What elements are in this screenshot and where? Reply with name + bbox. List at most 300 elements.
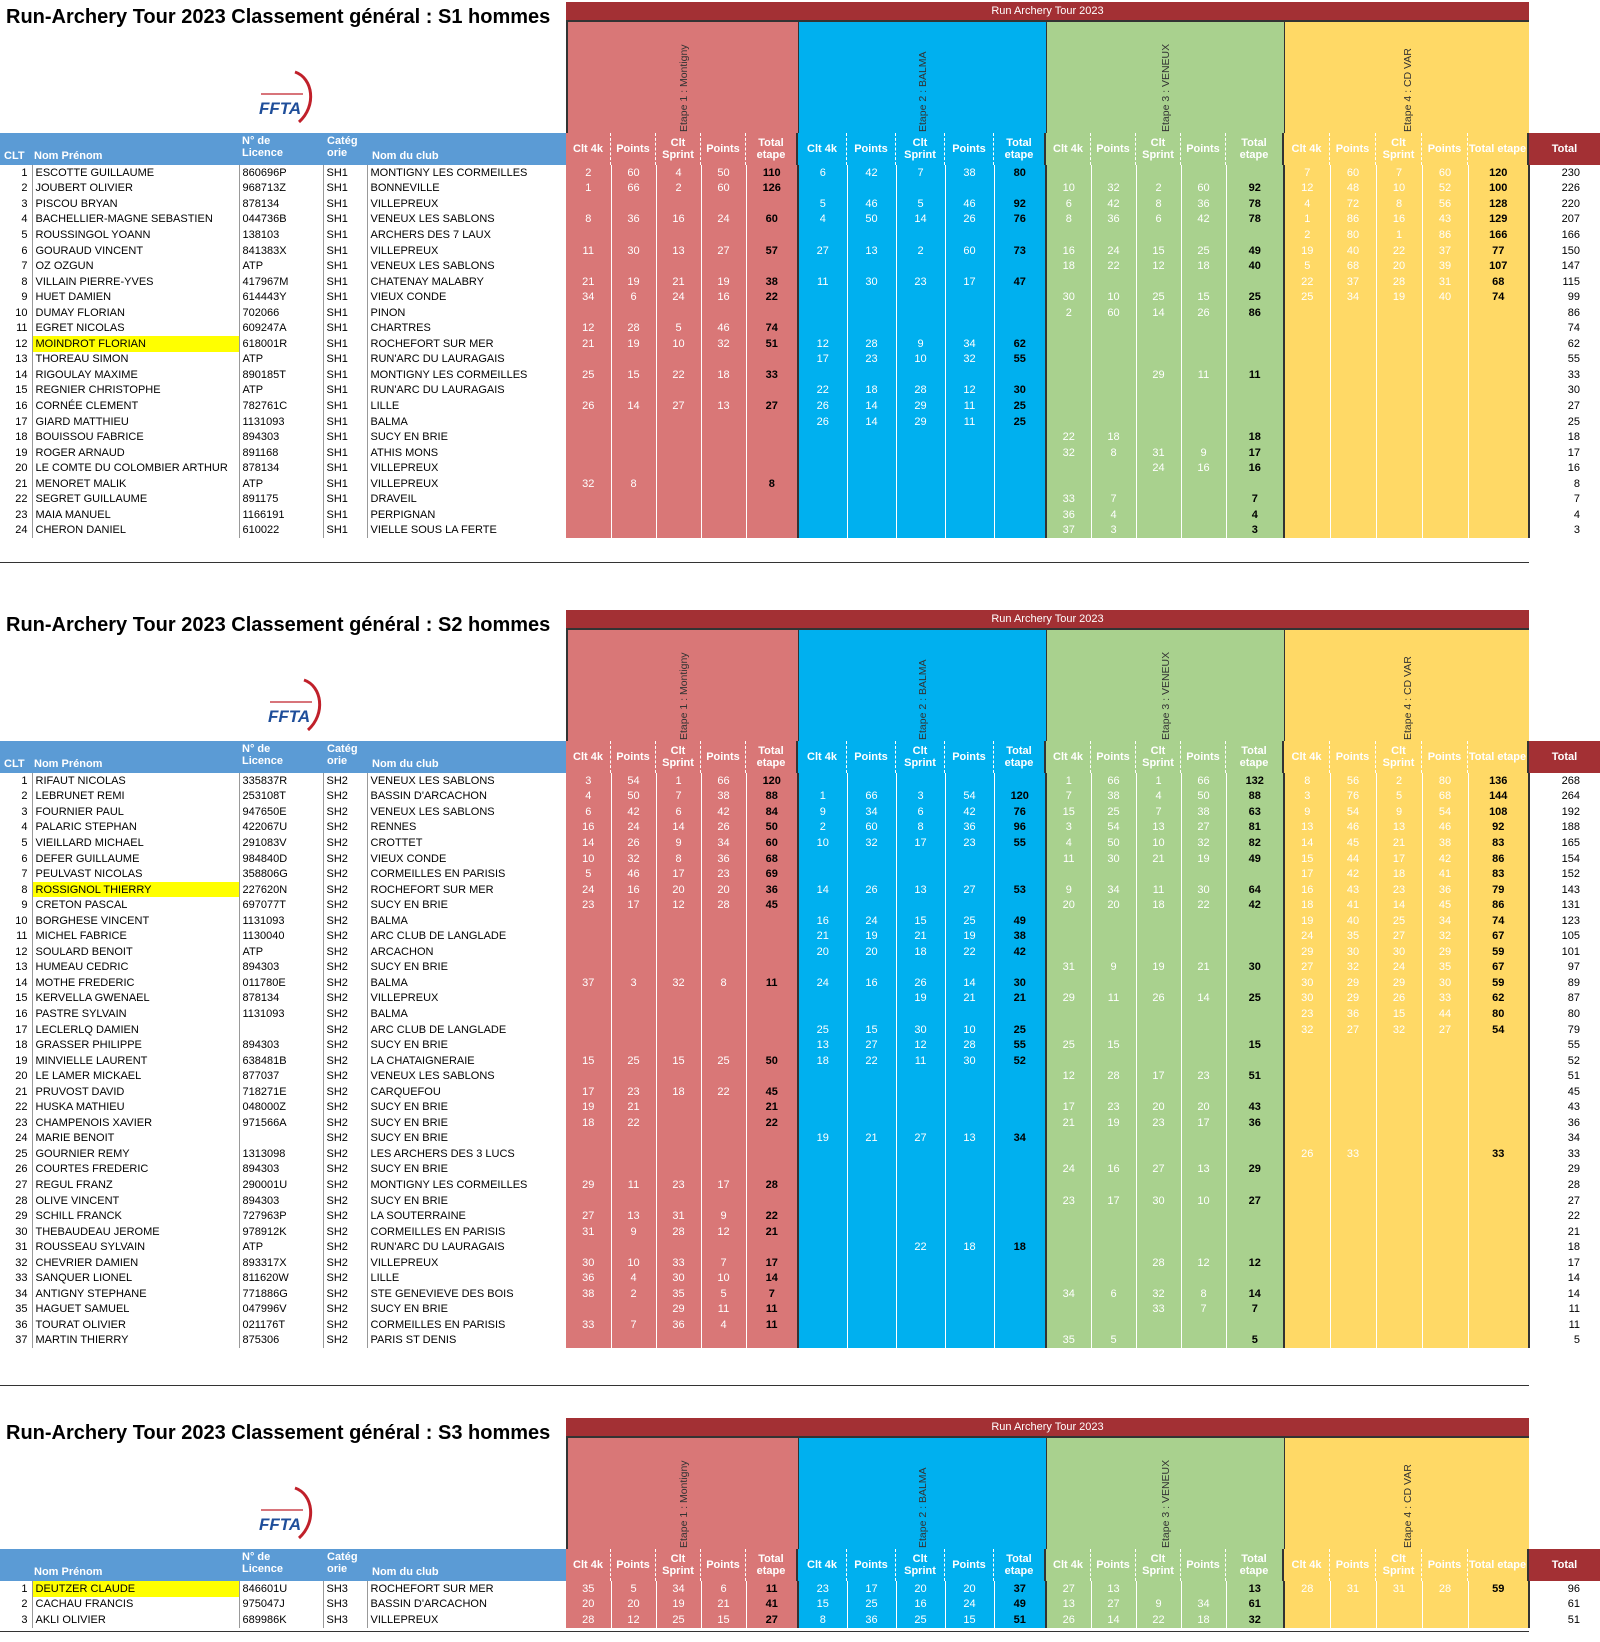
table-row [0, 1177, 1600, 1193]
points-sprint: 26 [701, 820, 746, 836]
licence-number: 727963P [239, 1208, 323, 1224]
table-row [0, 523, 1600, 539]
total-etape: 76 [994, 804, 1046, 820]
total-etape: 25 [1226, 991, 1284, 1007]
clt-sprint [1376, 367, 1422, 383]
clt-4k: 4 [798, 212, 847, 228]
points-4k [1091, 975, 1136, 991]
clt-4k [1284, 1208, 1330, 1224]
stage-header-4 [1284, 20, 1529, 133]
points-4k [847, 1084, 896, 1100]
total-points: 33 [1567, 368, 1580, 381]
total-etape [1468, 352, 1529, 368]
licence-number: 1131093 [239, 414, 323, 430]
club-name: BALMA [370, 976, 408, 989]
total-etape: 80 [994, 165, 1046, 181]
clt-4k: 33 [1046, 491, 1091, 507]
clt-sprint [656, 352, 701, 368]
total-etape: 78 [1226, 212, 1284, 228]
clt-sprint [656, 1162, 701, 1178]
club-name: CORMEILLES EN PARISIS [370, 1318, 506, 1331]
total-points: 45 [1567, 1085, 1580, 1098]
total-etape: 62 [1468, 991, 1529, 1007]
points-4k: 32 [847, 835, 896, 851]
category: SH1 [323, 289, 367, 305]
total-points: 268 [1561, 774, 1580, 787]
points-4k: 38 [1091, 789, 1136, 805]
clt-4k [1046, 1239, 1091, 1255]
table-row [0, 1581, 1600, 1597]
clt-sprint [656, 414, 701, 430]
stage-name: Etape 2 : BALMA [917, 51, 929, 132]
clt-4k: 6 [566, 804, 611, 820]
clt-sprint [1136, 227, 1181, 243]
clt-4k [566, 1022, 611, 1038]
clt-sprint: 5 [1376, 789, 1422, 805]
licence-number: 358806G [239, 866, 323, 882]
clt-sprint: 27 [1376, 928, 1422, 944]
points-sprint: 20 [1181, 1099, 1226, 1115]
points-sprint [1422, 1037, 1468, 1053]
clt-4k: 24 [1046, 1162, 1091, 1178]
rank: 27 [0, 1177, 32, 1193]
club-name: SUCY EN BRIE [370, 1132, 448, 1145]
header-cat: Catég orie [327, 1551, 358, 1575]
clt-sprint: 4 [1136, 789, 1181, 805]
stage-col-header: Total etape [994, 741, 1046, 773]
club-name: ARC CLUB DE LANGLADE [370, 1023, 507, 1036]
total-etape [746, 383, 798, 399]
category: SH2 [323, 991, 367, 1007]
club-name: MONTIGNY LES CORMEILLES [370, 1178, 528, 1191]
clt-4k: 30 [1284, 975, 1330, 991]
total-etape [746, 227, 798, 243]
club-name: ROCHEFORT SUR MER [370, 883, 494, 896]
points-sprint [1181, 1317, 1226, 1333]
tour-banner: Run Archery Tour 2023 [566, 610, 1529, 628]
clt-sprint [1376, 523, 1422, 539]
points-4k [1330, 1612, 1376, 1628]
logo-text: FFTA [259, 1515, 302, 1534]
points-4k [1091, 1302, 1136, 1318]
rank: 21 [0, 476, 32, 492]
points-4k [1091, 1146, 1136, 1162]
clt-sprint: 12 [656, 897, 701, 913]
total-etape: 86 [1468, 851, 1529, 867]
points-4k [1330, 305, 1376, 321]
clt-4k [1046, 476, 1091, 492]
points-sprint [1422, 476, 1468, 492]
clt-4k [566, 491, 611, 507]
athlete-name: REGNIER CHRISTOPHE [32, 383, 239, 399]
points-sprint [1181, 1131, 1226, 1147]
clt-4k [566, 1302, 611, 1318]
points-sprint [1181, 414, 1226, 430]
points-sprint: 38 [1181, 804, 1226, 820]
points-4k [847, 773, 896, 789]
table-row [0, 1068, 1600, 1084]
header-club: Nom du club [372, 758, 439, 770]
clt-sprint: 21 [656, 274, 701, 290]
rank: 8 [0, 882, 32, 898]
points-4k: 22 [847, 1053, 896, 1069]
stage-header-2 [798, 1436, 1046, 1549]
club-name: CORMEILLES EN PARISIS [370, 868, 506, 881]
clt-sprint [656, 383, 701, 399]
points-sprint [945, 523, 994, 539]
clt-4k [798, 1208, 847, 1224]
points-4k: 36 [847, 1612, 896, 1628]
clt-4k: 3 [1284, 789, 1330, 805]
clt-4k: 29 [1284, 944, 1330, 960]
points-4k [1330, 429, 1376, 445]
clt-4k: 22 [1046, 429, 1091, 445]
clt-4k [1284, 1037, 1330, 1053]
points-4k [611, 507, 656, 523]
total-etape: 37 [994, 1581, 1046, 1597]
points-sprint [1181, 320, 1226, 336]
clt-sprint: 25 [1136, 289, 1181, 305]
points-4k [1091, 165, 1136, 181]
clt-sprint [896, 227, 945, 243]
stage-col-header: Points [611, 741, 656, 773]
total-etape: 166 [1468, 227, 1529, 243]
points-sprint: 11 [1181, 367, 1226, 383]
clt-sprint [1376, 429, 1422, 445]
table-row [0, 1224, 1600, 1240]
total-etape: 80 [1468, 1006, 1529, 1022]
total-etape [746, 460, 798, 476]
points-4k: 72 [1330, 196, 1376, 212]
clt-sprint [896, 1286, 945, 1302]
clt-sprint [896, 1333, 945, 1349]
clt-sprint: 18 [1136, 897, 1181, 913]
points-4k: 24 [611, 820, 656, 836]
rank: 22 [0, 1099, 32, 1115]
points-sprint [1181, 429, 1226, 445]
total-etape: 110 [746, 165, 798, 181]
category: SH1 [323, 460, 367, 476]
rank: 2 [0, 789, 32, 805]
athlete-name: MOTHE FREDERIC [32, 975, 239, 991]
points-sprint [1422, 1099, 1468, 1115]
total-etape [1226, 1239, 1284, 1255]
points-sprint [945, 897, 994, 913]
athlete-name: LE COMTE DU COLOMBIER ARTHUR [32, 460, 239, 476]
club-name: VILLEPREUX [370, 462, 439, 475]
clt-sprint [656, 1239, 701, 1255]
points-sprint [1422, 336, 1468, 352]
category: SH2 [323, 928, 367, 944]
points-sprint [701, 1037, 746, 1053]
licence-number: 841383X [239, 243, 323, 259]
total-etape: 38 [746, 274, 798, 290]
club-name: SUCY EN BRIE [370, 1039, 448, 1052]
athlete-name: MAIA MANUEL [32, 507, 239, 523]
licence-number: 811620W [239, 1271, 323, 1287]
header-clt: CLT [4, 758, 25, 770]
clt-sprint: 11 [896, 1053, 945, 1069]
total-points: 143 [1561, 883, 1580, 896]
clt-sprint: 2 [1376, 773, 1422, 789]
table-row [0, 289, 1600, 305]
points-4k [847, 1146, 896, 1162]
clt-4k: 27 [798, 243, 847, 259]
points-4k: 24 [1091, 243, 1136, 259]
category: SH1 [323, 243, 367, 259]
points-sprint: 8 [1181, 1286, 1226, 1302]
section-title: Run-Archery Tour 2023 Classement général : S1 hommes [6, 6, 551, 28]
total-etape [746, 1146, 798, 1162]
clt-4k: 12 [798, 336, 847, 352]
clt-sprint: 13 [656, 243, 701, 259]
licence-number: 021176T [239, 1317, 323, 1333]
points-sprint [1422, 1271, 1468, 1287]
clt-4k [1284, 1612, 1330, 1628]
clt-4k: 30 [1284, 991, 1330, 1007]
total-header: Total [1529, 741, 1600, 773]
stage-col-header: Points [1330, 1549, 1376, 1581]
licence-number [239, 1022, 323, 1038]
total-etape [746, 491, 798, 507]
athlete-name: PASTRE SYLVAIN [32, 1006, 239, 1022]
points-4k: 15 [611, 367, 656, 383]
total-etape: 22 [746, 1115, 798, 1131]
clt-sprint [896, 1177, 945, 1193]
points-sprint: 42 [701, 804, 746, 820]
table-row [0, 1271, 1600, 1287]
category: SH3 [323, 1581, 367, 1597]
points-sprint: 15 [1181, 289, 1226, 305]
club-name: ROCHEFORT SUR MER [370, 337, 494, 350]
category: SH1 [323, 523, 367, 539]
points-sprint: 38 [1422, 835, 1468, 851]
points-sprint: 13 [701, 398, 746, 414]
clt-sprint: 23 [896, 274, 945, 290]
points-sprint [945, 1146, 994, 1162]
points-4k [847, 367, 896, 383]
total-etape [1468, 1053, 1529, 1069]
points-4k: 42 [611, 804, 656, 820]
points-4k [611, 1239, 656, 1255]
total-etape: 86 [1226, 305, 1284, 321]
clt-4k [798, 1271, 847, 1287]
header-club: Nom du club [372, 1566, 439, 1578]
stage-col-header: Points [1091, 741, 1136, 773]
total-etape: 21 [994, 991, 1046, 1007]
points-sprint: 12 [1181, 1255, 1226, 1271]
total-etape [1468, 383, 1529, 399]
total-etape [746, 1193, 798, 1209]
clt-sprint: 9 [896, 336, 945, 352]
points-4k: 42 [1091, 196, 1136, 212]
total-etape [994, 1006, 1046, 1022]
table-row [0, 1146, 1600, 1162]
clt-sprint [656, 227, 701, 243]
points-4k: 11 [1091, 991, 1136, 1007]
points-4k [611, 1131, 656, 1147]
points-4k [1330, 383, 1376, 399]
total-etape [1468, 1131, 1529, 1147]
rank: 32 [0, 1255, 32, 1271]
points-sprint [1181, 491, 1226, 507]
clt-4k [1046, 367, 1091, 383]
clt-4k: 15 [1284, 851, 1330, 867]
points-sprint [701, 476, 746, 492]
points-4k [611, 1333, 656, 1349]
athlete-name: THEBAUDEAU JEROME [32, 1224, 239, 1240]
total-etape [1468, 320, 1529, 336]
table-row [0, 367, 1600, 383]
points-sprint [1422, 460, 1468, 476]
points-4k [1330, 1239, 1376, 1255]
total-etape [994, 1333, 1046, 1349]
points-sprint: 50 [701, 165, 746, 181]
stage-header-1 [566, 628, 798, 741]
clt-sprint: 23 [1136, 1115, 1181, 1131]
clt-sprint: 27 [656, 398, 701, 414]
clt-sprint [656, 491, 701, 507]
table-row [0, 804, 1600, 820]
club-name: BONNEVILLE [370, 182, 440, 195]
clt-sprint: 12 [1136, 258, 1181, 274]
licence-number: 048000Z [239, 1099, 323, 1115]
total-points: 79 [1567, 1023, 1580, 1036]
clt-4k: 1 [1284, 212, 1330, 228]
total-points: 14 [1567, 1272, 1580, 1285]
points-4k: 7 [611, 1317, 656, 1333]
total-etape: 60 [746, 835, 798, 851]
points-sprint [701, 913, 746, 929]
points-sprint: 30 [945, 1053, 994, 1069]
clt-4k [798, 491, 847, 507]
points-4k [847, 1162, 896, 1178]
points-sprint [701, 305, 746, 321]
points-4k: 13 [1091, 1581, 1136, 1597]
points-4k: 29 [1330, 975, 1376, 991]
clt-4k: 32 [1284, 1022, 1330, 1038]
points-4k [1330, 1037, 1376, 1053]
points-sprint [1422, 1053, 1468, 1069]
clt-4k [566, 1162, 611, 1178]
rank: 30 [0, 1224, 32, 1240]
total-etape: 62 [994, 336, 1046, 352]
clt-4k: 26 [798, 398, 847, 414]
clt-sprint: 22 [896, 1239, 945, 1255]
points-4k: 34 [1330, 289, 1376, 305]
total-etape [994, 1271, 1046, 1287]
points-sprint: 36 [945, 820, 994, 836]
clt-sprint [656, 507, 701, 523]
points-sprint: 17 [1181, 1115, 1226, 1131]
total-etape [746, 523, 798, 539]
points-sprint: 26 [1181, 305, 1226, 321]
clt-4k [566, 460, 611, 476]
points-4k [847, 445, 896, 461]
clt-sprint: 28 [1136, 1255, 1181, 1271]
clt-sprint: 36 [656, 1317, 701, 1333]
athlete-name: GIARD MATTHIEU [32, 414, 239, 430]
clt-4k: 17 [1284, 866, 1330, 882]
total-etape [1468, 1224, 1529, 1240]
points-4k: 60 [847, 820, 896, 836]
rank: 12 [0, 336, 32, 352]
athlete-name: BOUISSOU FABRICE [32, 429, 239, 445]
points-sprint: 68 [1422, 789, 1468, 805]
total-etape [746, 1068, 798, 1084]
table-row [0, 1037, 1600, 1053]
total-etape: 7 [746, 1286, 798, 1302]
total-etape [1468, 429, 1529, 445]
stage-header-4 [1284, 628, 1529, 741]
points-sprint [701, 1022, 746, 1038]
points-4k: 4 [611, 1271, 656, 1287]
header-clt: CLT [4, 150, 25, 162]
clt-sprint [1376, 1162, 1422, 1178]
header-cat: Catég orie [327, 743, 358, 767]
total-etape [994, 1099, 1046, 1115]
clt-4k: 4 [1284, 196, 1330, 212]
points-4k: 26 [847, 882, 896, 898]
table-row [0, 414, 1600, 430]
stage-col-header: Points [945, 741, 994, 773]
points-sprint [1422, 398, 1468, 414]
clt-sprint [656, 928, 701, 944]
points-4k: 28 [1091, 1068, 1136, 1084]
table-row [0, 1333, 1600, 1349]
clt-4k [798, 305, 847, 321]
clt-4k: 32 [566, 476, 611, 492]
total-etape: 49 [1226, 851, 1284, 867]
total-etape: 57 [746, 243, 798, 259]
total-etape [994, 1208, 1046, 1224]
clt-sprint [896, 320, 945, 336]
table-row [0, 1208, 1600, 1224]
clt-sprint: 23 [1376, 882, 1422, 898]
clt-4k: 20 [1046, 897, 1091, 913]
rank: 35 [0, 1302, 32, 1318]
points-4k [1091, 274, 1136, 290]
total-etape: 27 [746, 398, 798, 414]
total-points: 55 [1567, 1039, 1580, 1052]
stage-col-header: Points [1422, 741, 1468, 773]
rank: 1 [0, 165, 32, 181]
points-4k: 56 [1330, 773, 1376, 789]
points-sprint: 34 [945, 336, 994, 352]
points-4k [611, 1302, 656, 1318]
table-bottom-border [0, 562, 1529, 563]
stage-col-header: Clt 4k [798, 133, 847, 165]
points-sprint [1422, 1208, 1468, 1224]
athlete-name: KERVELLA GWENAEL [32, 991, 239, 1007]
total-etape: 74 [1468, 289, 1529, 305]
clt-4k [1046, 944, 1091, 960]
total-etape [1226, 352, 1284, 368]
total-etape: 129 [1468, 212, 1529, 228]
clt-4k: 22 [1284, 274, 1330, 290]
clt-sprint [1376, 1286, 1422, 1302]
points-4k [1330, 1099, 1376, 1115]
points-sprint [1422, 1068, 1468, 1084]
total-points: 33 [1567, 1147, 1580, 1160]
points-sprint: 9 [1181, 445, 1226, 461]
athlete-name: PALARIC STEPHAN [32, 820, 239, 836]
clt-4k: 12 [1046, 1068, 1091, 1084]
athlete-name: MICHEL FABRICE [32, 928, 239, 944]
points-sprint: 39 [1422, 258, 1468, 274]
table-row [0, 258, 1600, 274]
total-etape [994, 1177, 1046, 1193]
